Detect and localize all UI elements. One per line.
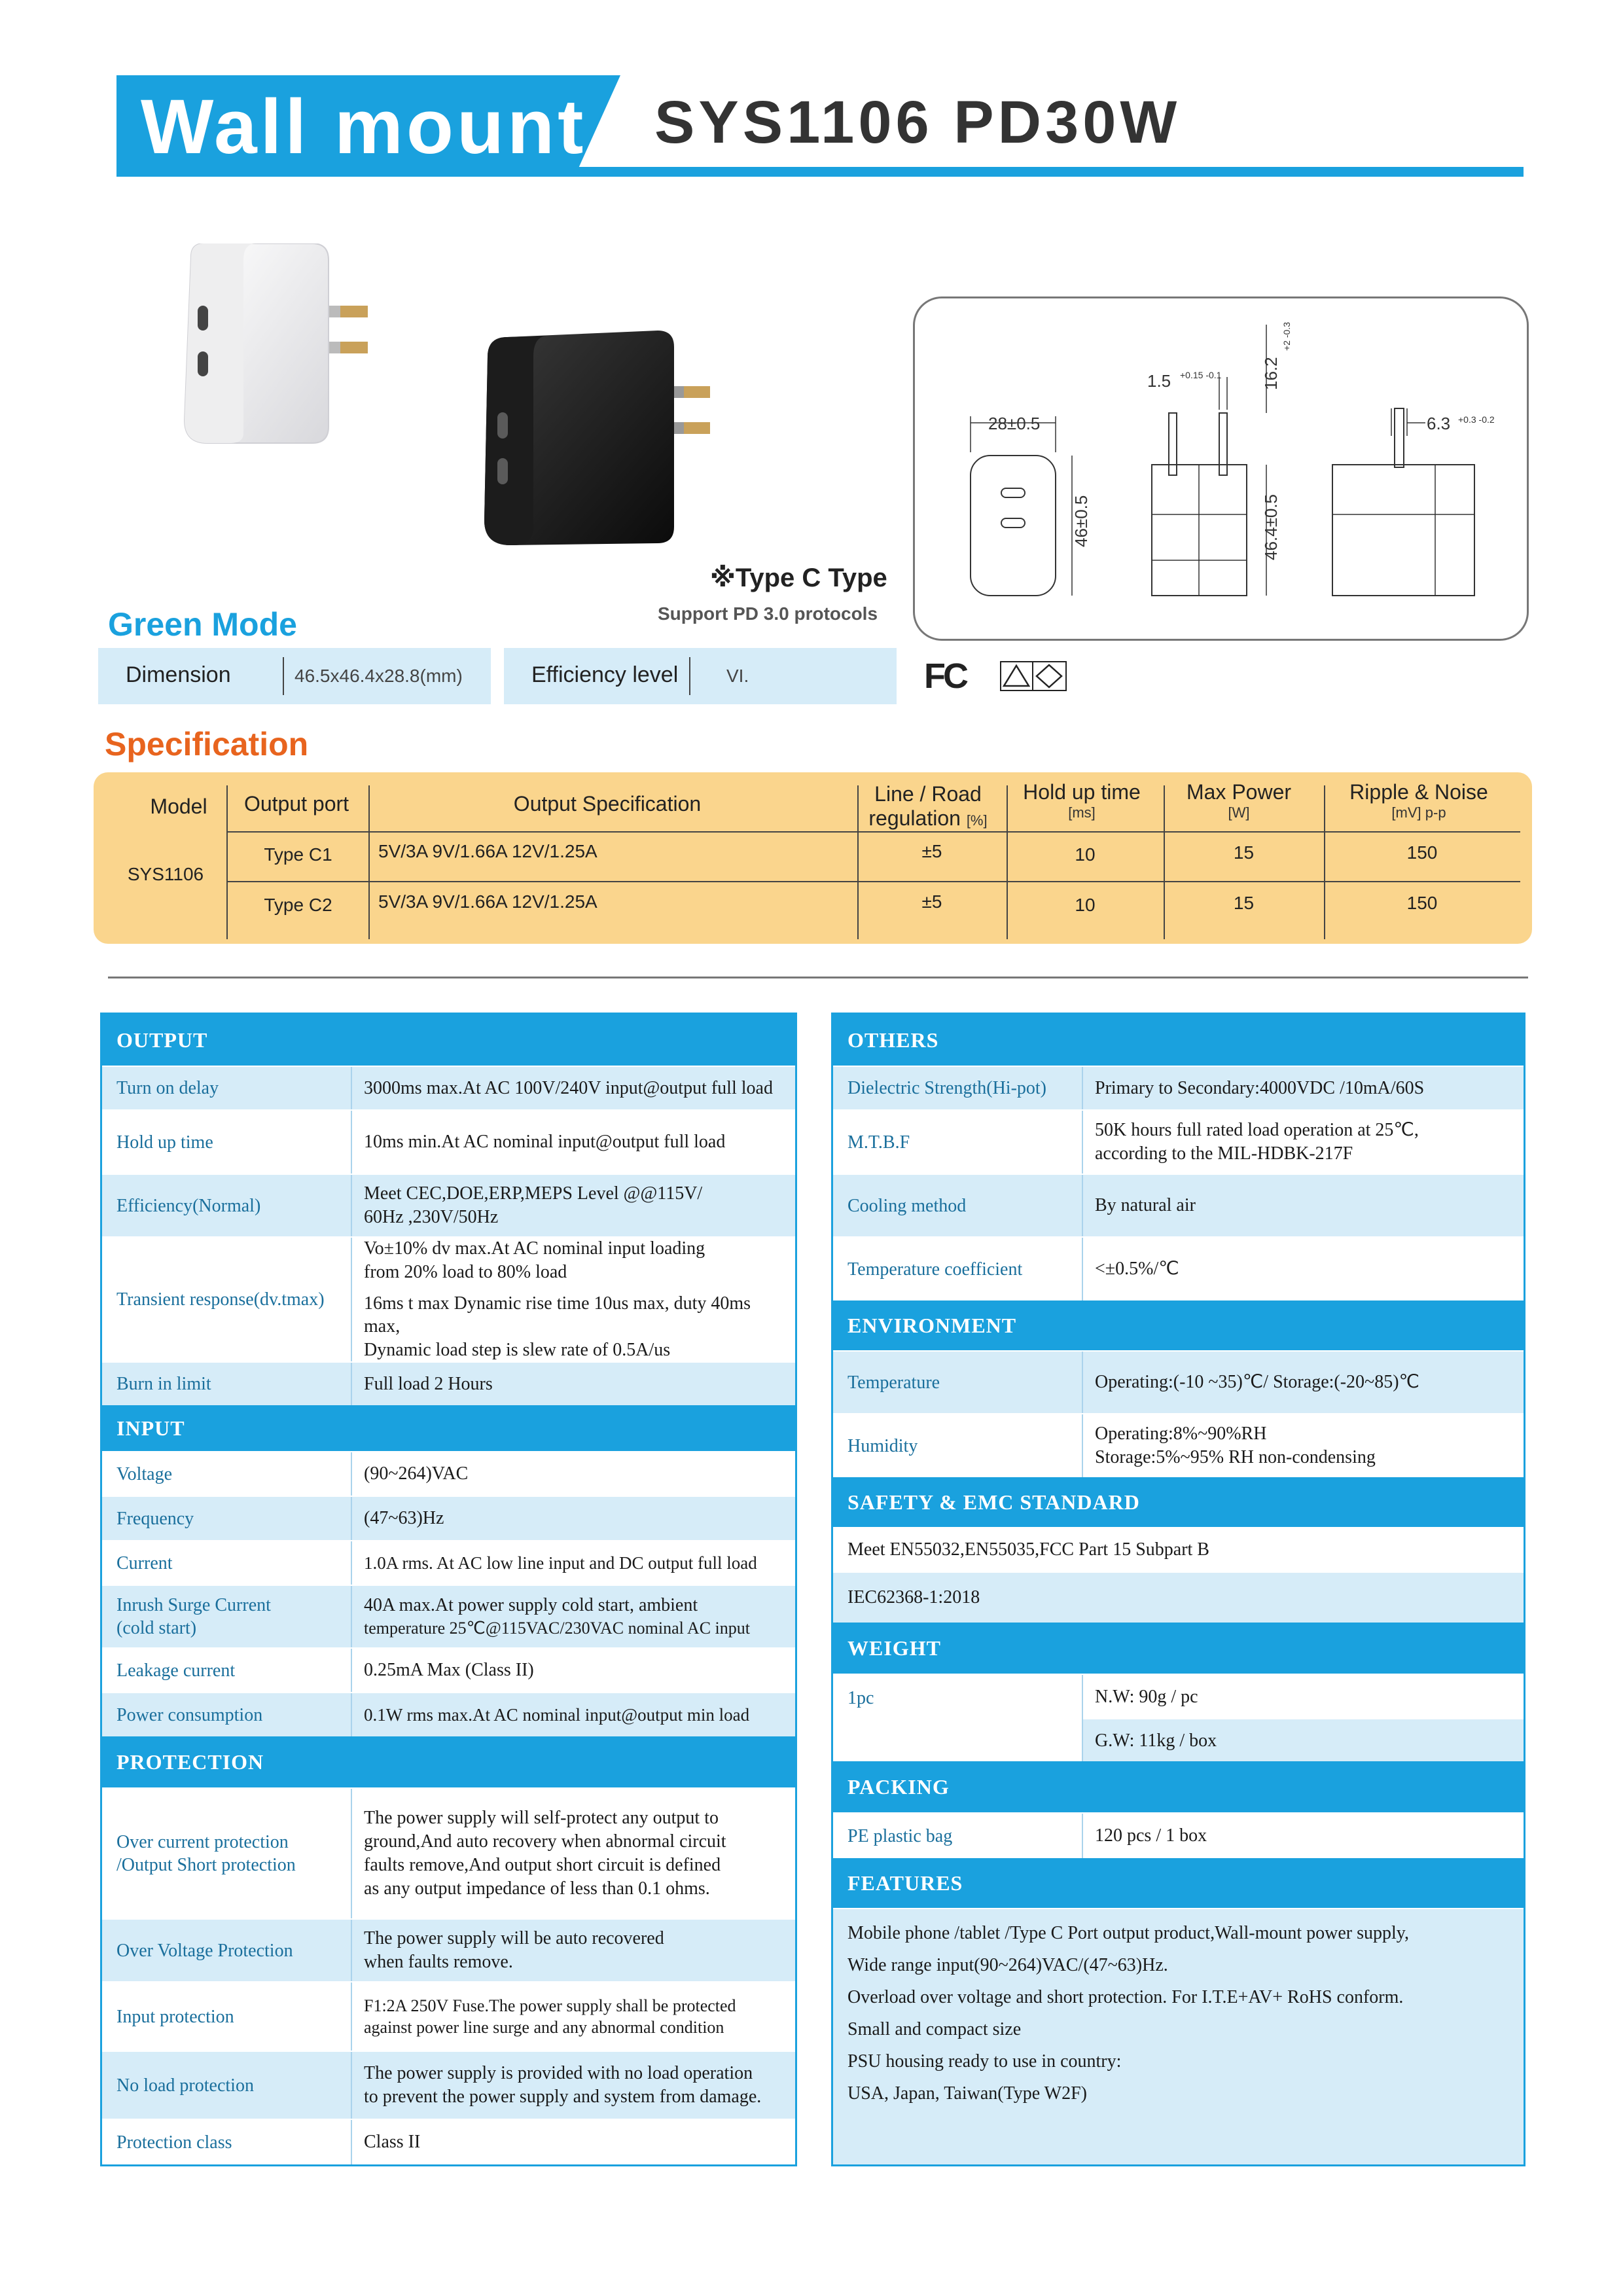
table-row <box>102 1066 795 1109</box>
spec-header-line-road-unit: [%] <box>966 812 988 829</box>
input-section-title: INPUT <box>102 1405 795 1451</box>
dim-pin-len: 16.2 <box>1261 357 1281 390</box>
ocp-label-1: Over current protection <box>116 1832 289 1852</box>
input-protection-line-1: F1:2A 250V Fuse.The power supply shall be protected <box>364 1996 736 2015</box>
humidity-label: Humidity <box>847 1435 918 1456</box>
spec-header-port: Output port <box>243 792 349 816</box>
protection-class-label: Protection class <box>116 2132 232 2153</box>
safety-line-1: Meet EN55032,EN55035,FCC Part 15 Subpart B <box>847 1539 1209 1560</box>
protection-section-title: PROTECTION <box>102 1736 795 1787</box>
spec-header-output: Output Specification <box>513 792 702 816</box>
table-row <box>833 1571 1524 1623</box>
packing-label: PE plastic bag <box>847 1825 953 1846</box>
weight-nw: N.W: 90g / pc <box>1095 1687 1198 1707</box>
spec-row-port: Type C2 <box>264 895 332 915</box>
table-row <box>102 1787 795 1918</box>
white-charger-image <box>178 243 440 453</box>
hold-up-value: 10ms min.At AC nominal input@output full load <box>364 1132 726 1153</box>
spec-row-output: 5V/3A 9V/1.66A 12V/1.25A <box>378 841 597 861</box>
transient-value <box>352 1238 795 1361</box>
table-row <box>102 1361 795 1405</box>
spec-header-line-road <box>853 782 1003 831</box>
spec-header-power-title: Max Power <box>1186 780 1292 804</box>
table-row <box>102 1540 795 1585</box>
table-row <box>102 1692 795 1736</box>
dielectric-value: Primary to Secondary:4000VDC /10mA/60S <box>1095 1077 1425 1098</box>
ovp-label: Over Voltage Protection <box>116 1940 293 1961</box>
dim-depth: 46.4±0.5 <box>1261 493 1281 560</box>
current-label: Current <box>116 1552 173 1573</box>
efficiency-value: VI. <box>726 666 749 686</box>
efficiency-row-label: Efficiency(Normal) <box>116 1195 261 1216</box>
inrush-label-2: (cold start) <box>116 1618 197 1638</box>
burn-in-label: Burn in limit <box>116 1374 211 1394</box>
hold-up-label: Hold up time <box>116 1132 213 1153</box>
table-row <box>833 1674 1524 1761</box>
ocp-label <box>102 1789 351 1918</box>
spec-header-model: Model <box>150 795 207 818</box>
humidity-value <box>1083 1414 1524 1477</box>
voltage-label: Voltage <box>116 1463 173 1484</box>
safety-section-title: SAFETY & EMC STANDARD <box>833 1477 1524 1527</box>
spec-row-port: Type C1 <box>264 844 332 865</box>
spec-header-hold-unit: [ms] <box>1068 804 1096 821</box>
turn-on-value: 3000ms max.At AC 100V/240V input@output full load <box>364 1077 773 1098</box>
spec-row-reg: ±5 <box>921 841 942 861</box>
temp-coef-label: Temperature coefficient <box>847 1259 1023 1280</box>
inrush-line-2: temperature 25℃@115VAC/230VAC nominal AC input <box>364 1619 750 1638</box>
port-c1-outline <box>1001 488 1025 497</box>
black-charger-image <box>474 331 749 547</box>
green-mode-title: Green Mode <box>108 606 297 643</box>
voltage-value: (90~264)VAC <box>364 1463 469 1484</box>
table-row <box>102 1496 795 1540</box>
efficiency-field <box>504 648 897 704</box>
spec-header-line-road-sub: regulation <box>868 806 961 830</box>
features-list <box>833 1908 1524 2164</box>
pd-support-label: Support PD 3.0 protocols <box>658 603 878 624</box>
transient-label: Transient response(dv.tmax) <box>116 1289 325 1310</box>
spec-header-hold-title: Hold up time <box>1023 780 1141 804</box>
protection-class-value: Class II <box>364 2132 421 2153</box>
burn-in-value: Full load 2 Hours <box>364 1373 493 1394</box>
spec-header-power <box>1164 780 1314 821</box>
dim-pin-spacing-tol: +0.3 -0.2 <box>1458 414 1495 425</box>
efficiency-line-1: Meet CEC,DOE,ERP,MEPS Level @@115V/ <box>364 1183 703 1204</box>
input-protection-line-2: against power line surge and any abnormal condition <box>364 2018 724 2037</box>
efficiency-separator <box>689 657 690 695</box>
model-title: SYS1106 PD30W <box>654 89 1181 156</box>
current-value: 1.0A rms. At AC low line input and DC output full load <box>364 1552 757 1573</box>
top-view-outline <box>1332 465 1474 596</box>
transient-b2: Dynamic load step is slew rate of 0.5A/us <box>364 1340 671 1361</box>
efficiency-row-value <box>352 1175 795 1236</box>
others-section-title: OTHERS <box>833 1014 1524 1066</box>
feature-item: Wide range input(90~264)VAC/(47~63)Hz. <box>847 1955 1168 1975</box>
ocp-line-3: faults remove,And output short circuit is defined <box>364 1855 721 1875</box>
inrush-label-1: Inrush Surge Current <box>116 1595 271 1615</box>
mtbf-line-1: 50K hours full rated load operation at 25℃, <box>1095 1120 1419 1141</box>
weight-label: 1pc <box>847 1688 874 1708</box>
mtbf-value <box>1083 1111 1524 1174</box>
table-row <box>833 1812 1524 1858</box>
right-spec-column <box>831 1013 1525 2166</box>
spec-model: SYS1106 <box>127 864 204 884</box>
dim-pin-len-tol: +2 -0.3 <box>1281 322 1292 351</box>
table-row <box>102 1918 795 1981</box>
transient-b1: 16ms t max Dynamic rise time 10us max, duty 40ms max, <box>364 1293 751 1337</box>
dimension-drawing <box>913 296 1529 641</box>
spec-row-reg: ±5 <box>921 891 942 912</box>
humidity-line-2: Storage:5%~95% RH non-condensing <box>1095 1447 1376 1467</box>
ovp-line-1: The power supply will be auto recovered <box>364 1928 664 1949</box>
no-load-label: No load protection <box>116 2075 254 2096</box>
spec-header-ripple <box>1324 780 1514 821</box>
table-row <box>833 1066 1524 1109</box>
environment-section-title: ENVIRONMENT <box>833 1300 1524 1350</box>
side-pin-2 <box>1219 413 1227 475</box>
output-section-title: OUTPUT <box>102 1014 795 1066</box>
transient-a2: from 20% load to 80% load <box>364 1261 567 1282</box>
weight-gw: G.W: 11kg / box <box>1083 1719 1524 1763</box>
dimension-separator <box>283 657 284 695</box>
table-row <box>102 1236 795 1361</box>
no-load-value <box>352 2052 795 2119</box>
feature-item: Mobile phone /tablet /Type C Port output product,Wall-mount power supply, <box>847 1923 1409 1943</box>
weight-section-title: WEIGHT <box>833 1623 1524 1674</box>
env-temperature-label: Temperature <box>847 1372 940 1393</box>
top-pin <box>1395 408 1404 467</box>
input-protection-value <box>352 1982 795 2051</box>
frequency-value: (47~63)Hz <box>364 1508 444 1529</box>
table-row <box>102 2051 795 2119</box>
section-divider <box>108 977 1528 978</box>
ocp-label-2: /Output Short protection <box>116 1855 296 1875</box>
dim-pin-thick-tol: +0.15 -0.1 <box>1180 370 1222 380</box>
spec-row-rule <box>228 881 1520 882</box>
features-section-title: FEATURES <box>833 1858 1524 1908</box>
efficiency-label: Efficiency level <box>531 662 679 687</box>
dielectric-label: Dielectric Strength(Hi-pot) <box>847 1078 1047 1098</box>
feature-item: Small and compact size <box>847 2019 1022 2039</box>
spec-row-ripple: 150 <box>1406 842 1438 863</box>
table-row <box>102 1647 795 1692</box>
dim-height: 46±0.5 <box>1071 495 1091 547</box>
ocp-line-4: as any output impedance of less than 0.1 ohms. <box>364 1878 710 1899</box>
table-row <box>833 1413 1524 1477</box>
spec-row-ripple: 150 <box>1406 893 1438 913</box>
table-row <box>833 1350 1524 1413</box>
no-load-line-2: to prevent the power supply and system from damage. <box>364 2087 762 2107</box>
table-row <box>833 1174 1524 1236</box>
dimension-label: Dimension <box>126 662 231 687</box>
front-view-outline <box>971 456 1056 596</box>
humidity-line-1: Operating:8%~90%RH <box>1095 1424 1267 1444</box>
ocp-line-2: ground,And auto recovery when abnormal circuit <box>364 1831 726 1852</box>
packing-section-title: PACKING <box>833 1761 1524 1812</box>
leakage-label: Leakage current <box>116 1660 236 1681</box>
efficiency-line-2: 60Hz ,230V/50Hz <box>364 1207 499 1227</box>
inrush-label-wrap <box>116 1594 271 1640</box>
table-row <box>833 1527 1524 1571</box>
type-c-label: ※Type C Type <box>710 564 887 592</box>
side-pin-1 <box>1169 413 1177 475</box>
dim-pin-thick: 1.5 <box>1147 371 1171 391</box>
table-row <box>102 1981 795 2051</box>
spec-header-line-road-sub-wrap <box>853 806 1003 831</box>
spec-col-rule <box>857 785 859 939</box>
turn-on-label: Turn on delay <box>116 1078 219 1098</box>
dim-pin-spacing: 6.3 <box>1427 414 1451 433</box>
env-temperature-value: Operating:(-10 ~35)℃/ Storage:(-20~85)℃ <box>1095 1372 1419 1393</box>
table-row <box>102 1451 795 1496</box>
table-row <box>833 1236 1524 1300</box>
table-row <box>102 2119 795 2164</box>
cooling-label: Cooling method <box>847 1195 967 1216</box>
inrush-line-1: 40A max.At power supply cold start, ambient <box>364 1595 698 1616</box>
spec-header-ripple-unit: [mV] p-p <box>1391 804 1446 821</box>
power-consumption-label: Power consumption <box>116 1704 263 1725</box>
spec-header-line-road-title: Line / Road <box>874 782 982 806</box>
temp-coef-value: <±0.5%/℃ <box>1095 1259 1179 1280</box>
specification-table <box>94 772 1532 944</box>
feature-item: PSU housing ready to use in country: <box>847 2051 1122 2072</box>
spec-row-power: 15 <box>1233 842 1255 863</box>
ocp-value <box>352 1789 795 1918</box>
spec-header-ripple-title: Ripple & Noise <box>1349 780 1488 804</box>
cooling-value: By natural air <box>1095 1195 1196 1216</box>
dimension-field <box>98 648 491 704</box>
table-row <box>102 1174 795 1236</box>
spec-header-rule <box>228 831 1520 833</box>
port-c2-outline <box>1001 518 1025 528</box>
spec-header-power-unit: [W] <box>1228 804 1250 821</box>
left-spec-column <box>100 1013 797 2166</box>
spec-row-output: 5V/3A 9V/1.66A 12V/1.25A <box>378 891 597 912</box>
page-title: Wall mount <box>141 84 587 170</box>
safety-line-2: IEC62368-1:2018 <box>847 1587 980 1607</box>
feature-item: USA, Japan, Taiwan(Type W2F) <box>847 2083 1087 2104</box>
table-row <box>102 1109 795 1174</box>
inrush-label <box>102 1586 351 1647</box>
ocp-line-1: The power supply will self-protect any output to <box>364 1808 719 1829</box>
frequency-label: Frequency <box>116 1508 194 1529</box>
specification-title: Specification <box>105 726 309 762</box>
spec-row-hold: 10 <box>1075 895 1096 915</box>
ovp-value <box>352 1920 795 1981</box>
pse-ccc-icon <box>1000 661 1067 691</box>
table-row <box>833 1109 1524 1174</box>
fc-logo: FC <box>924 656 966 696</box>
spec-col-rule <box>368 785 370 939</box>
dimension-value: 46.5x46.4x28.8(mm) <box>294 666 463 686</box>
spec-header-hold <box>1007 780 1157 821</box>
feature-item: Overload over voltage and short protection. For I.T.E+AV+ RoHS conform. <box>847 1987 1404 2007</box>
input-protection-label: Input protection <box>116 2006 234 2027</box>
inrush-value <box>352 1586 795 1647</box>
mtbf-label: M.T.B.F <box>847 1132 910 1153</box>
packing-value: 120 pcs / 1 box <box>1095 1825 1207 1846</box>
ocp-label-wrap <box>116 1831 296 1876</box>
leakage-value: 0.25mA Max (Class II) <box>364 1660 534 1681</box>
no-load-line-1: The power supply is provided with no load operation <box>364 2063 753 2084</box>
spec-row-hold: 10 <box>1075 844 1096 865</box>
ovp-line-2: when faults remove. <box>364 1952 513 1972</box>
table-row <box>102 1585 795 1647</box>
dim-width: 28±0.5 <box>988 414 1041 433</box>
transient-a1: Vo±10% dv max.At AC nominal input loading <box>364 1238 705 1259</box>
power-consumption-value: 0.1W rms max.At AC nominal input@output min load <box>364 1704 750 1725</box>
spec-row-power: 15 <box>1233 893 1255 913</box>
mtbf-line-2: according to the MIL-HDBK-217F <box>1095 1143 1353 1164</box>
